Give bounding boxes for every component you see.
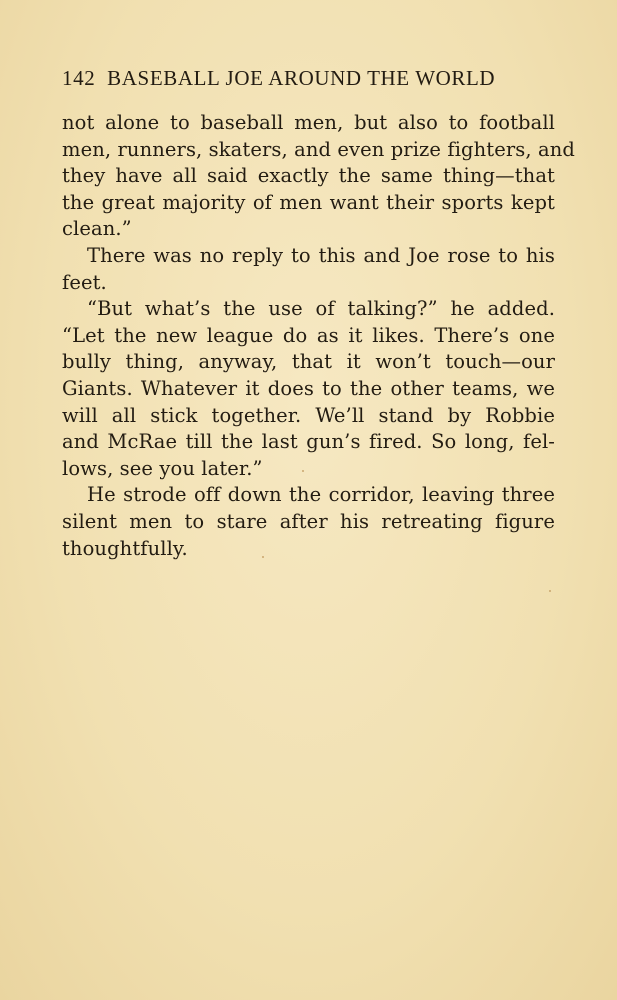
- text-line: they have all said exactly the same thing—that: [62, 164, 555, 188]
- book-title: BASEBALL JOE AROUND THE WORLD: [107, 66, 496, 90]
- text-line: Giants. Whatever it does to the other teams, we: [62, 376, 555, 400]
- text-line: He strode off down the corridor, leaving three: [87, 483, 555, 507]
- page-number: 142: [62, 66, 96, 90]
- running-head: [62, 64, 554, 92]
- text-line: “But what’s the use of talking?” he added.: [87, 297, 555, 321]
- text-line: “Let the new league do as it likes. There’s one: [62, 323, 555, 347]
- text-line: thoughtfully.: [62, 536, 188, 560]
- text-line: There was no reply to this and Joe rose to his: [87, 243, 555, 267]
- paper-speck: [549, 590, 551, 592]
- text-line: lows, see you later.”: [62, 456, 263, 480]
- text-line: not alone to baseball men, but also to football: [62, 111, 555, 134]
- paper-speck: [302, 470, 304, 472]
- text-line: feet.: [62, 270, 107, 294]
- text-line: silent men to stare after his retreating figure: [62, 509, 555, 533]
- text-line: the great majority of men want their sports kept: [62, 190, 555, 214]
- text-line: clean.”: [62, 217, 132, 241]
- text-line: bully thing, anyway, that it won’t touch—our: [62, 350, 555, 374]
- paper-speck: [262, 556, 264, 558]
- text-line: men, runners, skaters, and even prize fighters, and: [62, 137, 575, 161]
- body-text: [62, 110, 575, 562]
- text-line: and McRae till the last gun’s fired. So long, fel-: [62, 430, 555, 454]
- text-line: will all stick together. We’ll stand by Robbie: [62, 403, 555, 427]
